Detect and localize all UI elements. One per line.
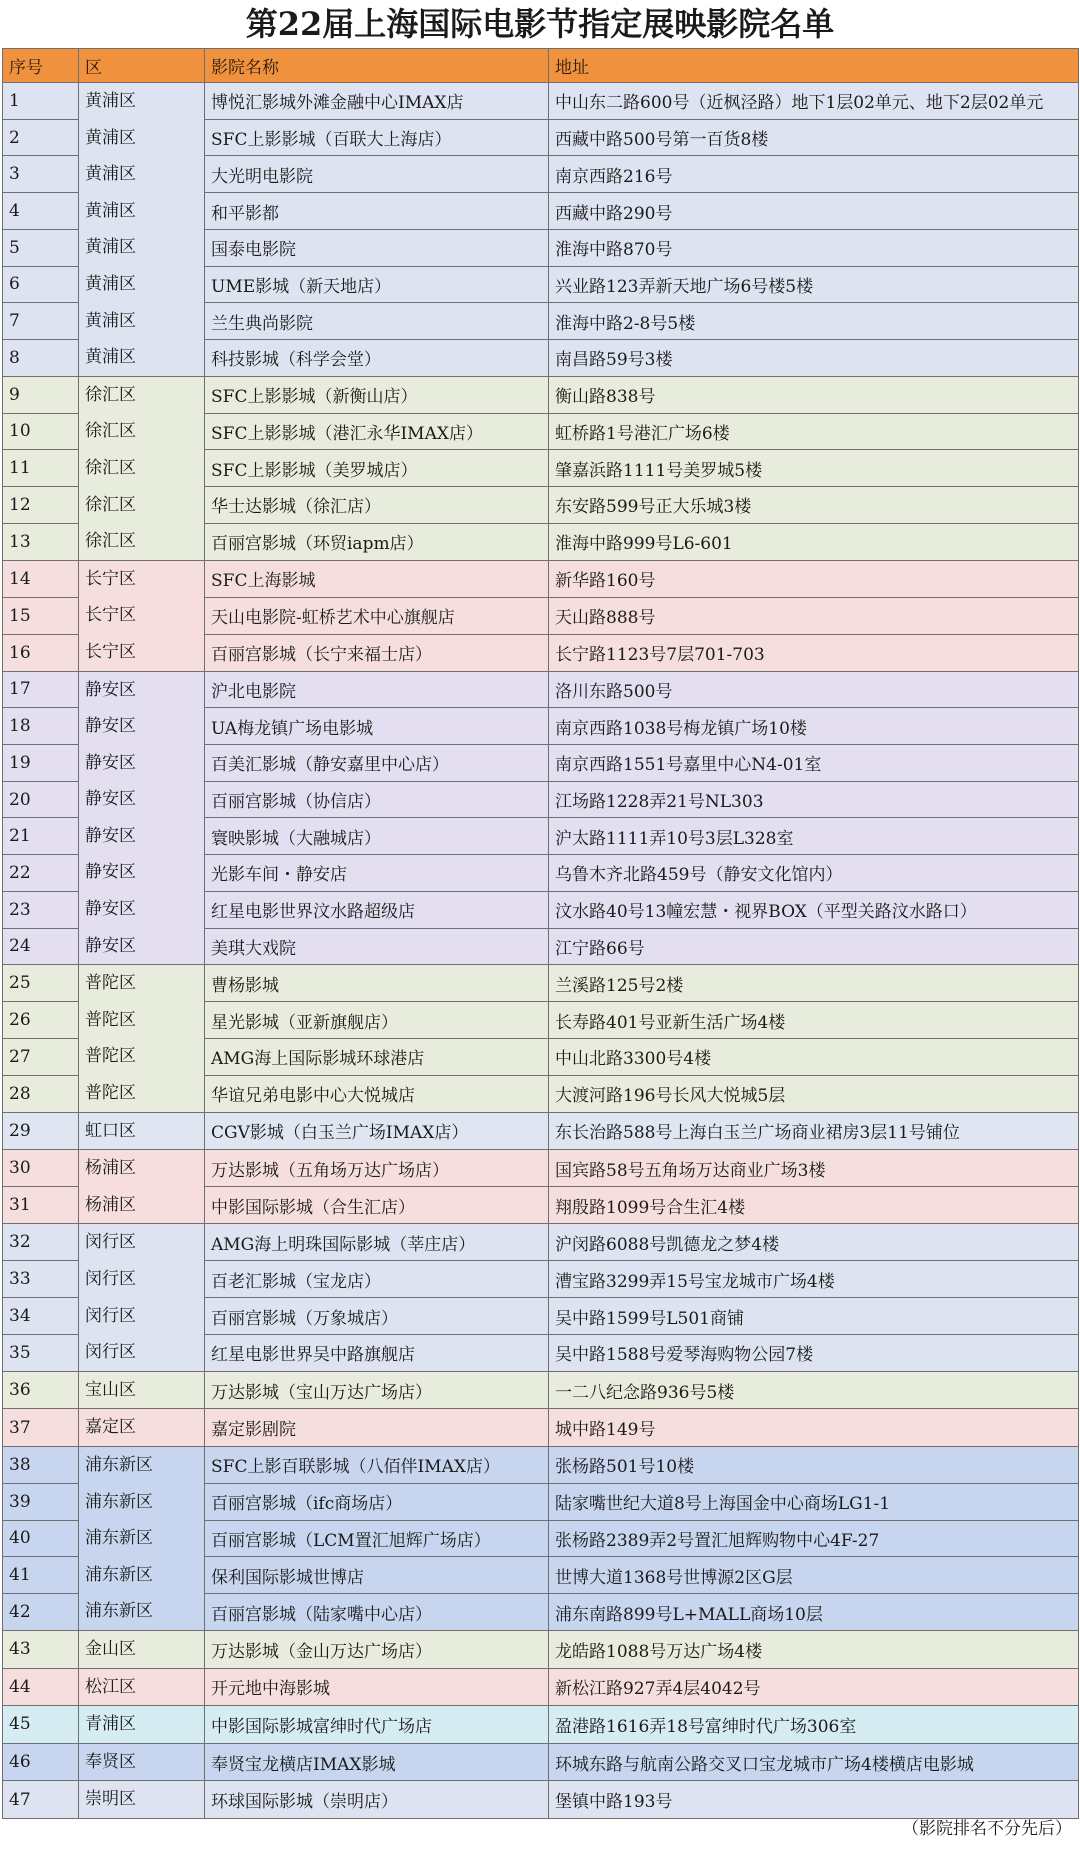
- cell-address: 浦东南路899号L+MALL商场10层: [549, 1594, 1079, 1631]
- district-label: 闵行区: [85, 1269, 136, 1289]
- cell-no: 17: [3, 671, 79, 708]
- district-stack: [79, 377, 204, 560]
- cell-no: 44: [3, 1668, 79, 1706]
- district-stack: [79, 1224, 204, 1370]
- cell-no: 35: [3, 1334, 79, 1371]
- district-label: 徐汇区: [85, 384, 136, 405]
- table-body: [3, 83, 1079, 1819]
- cell-cinema-name: 环球国际影城（崇明店）: [205, 1781, 549, 1819]
- cell-no: 18: [3, 708, 79, 745]
- table-row: [3, 965, 1079, 1002]
- cell-no: 25: [3, 965, 79, 1002]
- cell-district: [79, 560, 205, 671]
- cell-cinema-name: AMG海上国际影城环球港店: [205, 1038, 549, 1075]
- cell-address: 中山东二路600号（近枫泾路）地下1层02单元、地下2层02单元: [549, 83, 1079, 120]
- district-label: 奉贤区: [85, 1751, 136, 1772]
- cell-address: 东安路599号正大乐城3楼: [549, 487, 1079, 524]
- cell-cinema-name: 寰映影城（大融城店）: [205, 818, 549, 855]
- cell-cinema-name: 百丽宫影城（协信店）: [205, 781, 549, 818]
- cell-address: 环城东路与航南公路交叉口宝龙城市广场4楼横店电影城: [549, 1743, 1079, 1781]
- cell-cinema-name: 华士达影城（徐汇店）: [205, 487, 549, 524]
- table-row: [3, 1224, 1079, 1261]
- cell-no: 20: [3, 781, 79, 818]
- table-row: [3, 560, 1079, 597]
- cell-address: 西藏中路500号第一百货8楼: [549, 119, 1079, 156]
- cell-address: 南京西路1551号嘉里中心N4-01室: [549, 744, 1079, 781]
- cell-no: 9: [3, 376, 79, 413]
- district-stack: [79, 1409, 204, 1446]
- cell-cinema-name: CGV影城（白玉兰广场IMAX店）: [205, 1112, 549, 1150]
- cell-address: 衡山路838号: [549, 376, 1079, 413]
- cell-address: 新松江路927弄4层4042号: [549, 1668, 1079, 1706]
- cell-cinema-name: 万达影城（宝山万达广场店）: [205, 1371, 549, 1409]
- cell-address: 南京西路216号: [549, 156, 1079, 193]
- cell-no: 36: [3, 1371, 79, 1409]
- district-label: 长宁区: [85, 568, 136, 589]
- cell-district: [79, 1668, 205, 1706]
- district-label: 黄浦区: [85, 310, 136, 331]
- cell-address: 肇嘉浜路1111号美罗城5楼: [549, 450, 1079, 487]
- district-label: 青浦区: [85, 1714, 136, 1735]
- district-label: 浦东新区: [85, 1564, 153, 1585]
- district-label: 闵行区: [85, 1342, 136, 1363]
- cell-cinema-name: UME影城（新天地店）: [205, 266, 549, 303]
- cell-cinema-name: UA梅龙镇广场电影城: [205, 708, 549, 745]
- table-row: [3, 1150, 1079, 1187]
- cell-cinema-name: 百美汇影城（静安嘉里中心店）: [205, 744, 549, 781]
- cell-cinema-name: 红星电影世界汶水路超级店: [205, 891, 549, 928]
- cell-address: 长宁路1123号7层701-703: [549, 634, 1079, 671]
- cell-no: 15: [3, 597, 79, 634]
- cell-no: 2: [3, 119, 79, 156]
- district-label: 黄浦区: [85, 200, 136, 221]
- cell-address: 中山北路3300号4楼: [549, 1038, 1079, 1075]
- cell-address: 吴中路1588号爱琴海购物公园7楼: [549, 1334, 1079, 1371]
- cell-district: [79, 965, 205, 1112]
- header-no: 序号: [3, 49, 79, 83]
- cell-cinema-name: 百丽宫影城（陆家嘴中心店）: [205, 1594, 549, 1631]
- cell-address: 翔殷路1099号合生汇4楼: [549, 1187, 1079, 1224]
- cell-address: 淮海中路999号L6-601: [549, 523, 1079, 560]
- district-label: 黄浦区: [85, 127, 136, 148]
- cell-cinema-name: 百丽宫影城（ifc商场店）: [205, 1483, 549, 1520]
- cell-cinema-name: 百丽宫影城（环贸iapm店）: [205, 523, 549, 560]
- cell-address: 南昌路59号3楼: [549, 340, 1079, 377]
- cell-address: 新华路160号: [549, 560, 1079, 597]
- cell-address: 张杨路501号10楼: [549, 1446, 1079, 1483]
- district-label: 静安区: [85, 679, 136, 700]
- cell-cinema-name: 和平影都: [205, 193, 549, 230]
- district-label: 宝山区: [85, 1379, 136, 1400]
- cell-no: 26: [3, 1002, 79, 1039]
- district-stack: [79, 1744, 204, 1781]
- cell-no: 41: [3, 1557, 79, 1594]
- district-label: 徐汇区: [85, 421, 136, 442]
- cell-cinema-name: SFC上影影城（港汇永华IMAX店）: [205, 413, 549, 450]
- cell-address: 一二八纪念路936号5楼: [549, 1371, 1079, 1409]
- district-label: 徐汇区: [85, 531, 136, 552]
- district-stack: [79, 561, 204, 671]
- district-label: 徐汇区: [85, 494, 136, 515]
- district-label: 黄浦区: [85, 273, 136, 294]
- cell-no: 1: [3, 83, 79, 120]
- cell-no: 7: [3, 303, 79, 340]
- cell-address: 漕宝路3299弄15号宝龙城市广场4楼: [549, 1261, 1079, 1298]
- district-stack: [79, 965, 204, 1111]
- cell-no: 21: [3, 818, 79, 855]
- cell-district: [79, 1446, 205, 1630]
- table-row: [3, 1706, 1079, 1744]
- district-label: 静安区: [85, 752, 136, 773]
- district-label: 普陀区: [85, 1083, 136, 1104]
- district-stack: [79, 1631, 204, 1668]
- header-cinema-name: 影院名称: [205, 49, 549, 83]
- district-label: 嘉定区: [85, 1417, 136, 1438]
- cell-district: [79, 1743, 205, 1781]
- cell-cinema-name: 万达影城（金山万达广场店）: [205, 1630, 549, 1668]
- table-row: [3, 83, 1079, 120]
- district-label: 虹口区: [85, 1120, 136, 1141]
- cell-no: 5: [3, 229, 79, 266]
- cell-address: 淮海中路2-8号5楼: [549, 303, 1079, 340]
- district-label: 普陀区: [85, 973, 136, 994]
- cell-no: 34: [3, 1298, 79, 1335]
- cell-address: 吴中路1599号L501商铺: [549, 1298, 1079, 1335]
- cell-no: 45: [3, 1706, 79, 1744]
- cell-no: 31: [3, 1187, 79, 1224]
- cell-address: 沪太路1111弄10号3层L328室: [549, 818, 1079, 855]
- cell-cinema-name: 万达影城（五角场万达广场店）: [205, 1150, 549, 1187]
- cell-address: 虹桥路1号港汇广场6楼: [549, 413, 1079, 450]
- cell-cinema-name: SFC上影影城（新衡山店）: [205, 376, 549, 413]
- cell-cinema-name: AMG海上明珠国际影城（莘庄店）: [205, 1224, 549, 1261]
- cell-cinema-name: 百丽宫影城（万象城店）: [205, 1298, 549, 1335]
- district-label: 崇明区: [85, 1789, 136, 1810]
- cell-cinema-name: SFC上影影城（美罗城店）: [205, 450, 549, 487]
- district-label: 黄浦区: [85, 237, 136, 258]
- cell-address: 淮海中路870号: [549, 229, 1079, 266]
- cell-no: 23: [3, 891, 79, 928]
- cell-cinema-name: 博悦汇影城外滩金融中心IMAX店: [205, 83, 549, 120]
- district-label: 浦东新区: [85, 1454, 153, 1475]
- cell-address: 盈港路1616弄18号富绅时代广场306室: [549, 1706, 1079, 1744]
- cell-no: 40: [3, 1520, 79, 1557]
- cell-cinema-name: 中影国际影城富绅时代广场店: [205, 1706, 549, 1744]
- cinema-table: [2, 48, 1079, 1819]
- cell-cinema-name: 美琪大戏院: [205, 928, 549, 965]
- cell-cinema-name: SFC上影百联影城（八佰伴IMAX店）: [205, 1446, 549, 1483]
- district-label: 静安区: [85, 716, 136, 737]
- district-label: 松江区: [85, 1676, 136, 1697]
- table-row: [3, 1743, 1079, 1781]
- table-row: [3, 1371, 1079, 1409]
- district-label: 杨浦区: [85, 1158, 136, 1179]
- cell-district: [79, 1781, 205, 1819]
- cell-district: [79, 1706, 205, 1744]
- table-row: [3, 1112, 1079, 1150]
- cell-district: [79, 1630, 205, 1668]
- cell-no: 10: [3, 413, 79, 450]
- cell-address: 兴业路123弄新天地广场6号楼5楼: [549, 266, 1079, 303]
- cell-cinema-name: 红星电影世界吴中路旗舰店: [205, 1334, 549, 1371]
- cell-cinema-name: 嘉定影剧院: [205, 1409, 549, 1447]
- cell-cinema-name: 科技影城（科学会堂）: [205, 340, 549, 377]
- district-label: 浦东新区: [85, 1528, 153, 1549]
- table-row: [3, 1630, 1079, 1668]
- cell-cinema-name: 曹杨影城: [205, 965, 549, 1002]
- cell-no: 33: [3, 1261, 79, 1298]
- cell-address: 陆家嘴世纪大道8号上海国金中心商场LG1-1: [549, 1483, 1079, 1520]
- cell-cinema-name: 奉贤宝龙横店IMAX影城: [205, 1743, 549, 1781]
- cell-cinema-name: 保利国际影城世博店: [205, 1557, 549, 1594]
- district-label: 静安区: [85, 935, 136, 956]
- cell-no: 32: [3, 1224, 79, 1261]
- table-row: [3, 1446, 1079, 1483]
- cell-no: 46: [3, 1743, 79, 1781]
- cell-cinema-name: 百丽宫影城（LCM置汇旭辉广场店）: [205, 1520, 549, 1557]
- cell-no: 27: [3, 1038, 79, 1075]
- cell-cinema-name: 百丽宫影城（长宁来福士店）: [205, 634, 549, 671]
- cell-district: [79, 83, 205, 377]
- cell-no: 42: [3, 1594, 79, 1631]
- footnote: （影院排名不分先后）: [902, 1819, 1072, 1839]
- cell-cinema-name: 百老汇影城（宝龙店）: [205, 1261, 549, 1298]
- cell-cinema-name: 光影车间・静安店: [205, 855, 549, 892]
- cell-cinema-name: 国泰电影院: [205, 229, 549, 266]
- district-stack: [79, 1150, 204, 1223]
- table-row: [3, 1781, 1079, 1819]
- cell-no: 3: [3, 156, 79, 193]
- cell-no: 22: [3, 855, 79, 892]
- district-label: 普陀区: [85, 1046, 136, 1067]
- table-row: [3, 1668, 1079, 1706]
- cell-district: [79, 376, 205, 560]
- cell-district: [79, 671, 205, 965]
- district-stack: [79, 1372, 204, 1409]
- district-label: 静安区: [85, 789, 136, 810]
- cell-cinema-name: 沪北电影院: [205, 671, 549, 708]
- district-label: 浦东新区: [85, 1491, 153, 1512]
- cell-district: [79, 1409, 205, 1447]
- cell-district: [79, 1150, 205, 1224]
- cell-no: 37: [3, 1409, 79, 1447]
- district-label: 闵行区: [85, 1232, 136, 1253]
- district-label: 黄浦区: [85, 164, 136, 185]
- district-label: 杨浦区: [85, 1194, 136, 1215]
- cell-cinema-name: SFC上影影城（百联大上海店）: [205, 119, 549, 156]
- cell-cinema-name: 天山电影院-虹桥艺术中心旗舰店: [205, 597, 549, 634]
- district-stack: [79, 83, 204, 376]
- district-label: 长宁区: [85, 605, 136, 626]
- cell-address: 洛川东路500号: [549, 671, 1079, 708]
- cell-no: 43: [3, 1630, 79, 1668]
- district-label: 黄浦区: [85, 347, 136, 368]
- district-label: 金山区: [85, 1638, 136, 1659]
- cell-no: 24: [3, 928, 79, 965]
- page-title: 第22届上海国际电影节指定展映影院名单: [245, 5, 835, 43]
- cell-no: 29: [3, 1112, 79, 1150]
- cell-cinema-name: SFC上海影城: [205, 560, 549, 597]
- cell-no: 39: [3, 1483, 79, 1520]
- cell-district: [79, 1371, 205, 1409]
- cell-address: 沪闵路6088号凯德龙之梦4楼: [549, 1224, 1079, 1261]
- cell-address: 长寿路401号亚新生活广场4楼: [549, 1002, 1079, 1039]
- cell-address: 江场路1228弄21号NL303: [549, 781, 1079, 818]
- header-address: 地址: [549, 49, 1079, 83]
- cell-address: 张杨路2389弄2号置汇旭辉购物中心4F-27: [549, 1520, 1079, 1557]
- district-label: 静安区: [85, 862, 136, 883]
- cell-cinema-name: 华谊兄弟电影中心大悦城店: [205, 1075, 549, 1112]
- cell-cinema-name: 兰生典尚影院: [205, 303, 549, 340]
- cell-address: 国宾路58号五角场万达商业广场3楼: [549, 1150, 1079, 1187]
- table-row: [3, 376, 1079, 413]
- table-row: [3, 671, 1079, 708]
- cell-address: 西藏中路290号: [549, 193, 1079, 230]
- cell-cinema-name: 中影国际影城（合生汇店）: [205, 1187, 549, 1224]
- table-header-row: [3, 49, 1079, 83]
- cell-address: 世博大道1368号世博源2区G层: [549, 1557, 1079, 1594]
- cell-no: 28: [3, 1075, 79, 1112]
- cell-address: 兰溪路125号2楼: [549, 965, 1079, 1002]
- district-stack: [79, 1113, 204, 1150]
- header-district: 区: [79, 49, 205, 83]
- cell-address: 南京西路1038号梅龙镇广场10楼: [549, 708, 1079, 745]
- cell-district: [79, 1112, 205, 1150]
- cell-cinema-name: 开元地中海影城: [205, 1668, 549, 1706]
- district-label: 浦东新区: [85, 1601, 153, 1622]
- district-label: 普陀区: [85, 1009, 136, 1030]
- district-stack: [79, 1781, 204, 1818]
- cell-no: 16: [3, 634, 79, 671]
- cell-no: 30: [3, 1150, 79, 1187]
- cell-address: 江宁路66号: [549, 928, 1079, 965]
- cell-no: 19: [3, 744, 79, 781]
- cell-no: 12: [3, 487, 79, 524]
- district-label: 长宁区: [85, 641, 136, 662]
- cell-address: 龙皓路1088号万达广场4楼: [549, 1630, 1079, 1668]
- cell-no: 47: [3, 1781, 79, 1819]
- cell-address: 天山路888号: [549, 597, 1079, 634]
- district-stack: [79, 1447, 204, 1630]
- cell-address: 大渡河路196号长风大悦城5层: [549, 1075, 1079, 1112]
- district-label: 静安区: [85, 899, 136, 920]
- cell-cinema-name: 大光明电影院: [205, 156, 549, 193]
- cell-address: 城中路149号: [549, 1409, 1079, 1447]
- table-row: [3, 1409, 1079, 1447]
- cell-cinema-name: 星光影城（亚新旗舰店）: [205, 1002, 549, 1039]
- district-stack: [79, 672, 204, 965]
- cell-district: [79, 1224, 205, 1371]
- district-stack: [79, 1669, 204, 1706]
- cell-address: 汶水路40号13幢宏慧・视界BOX（平型关路汶水路口）: [549, 891, 1079, 928]
- district-label: 黄浦区: [85, 91, 136, 111]
- cell-address: 东长治路588号上海白玉兰广场商业裙房3层11号铺位: [549, 1112, 1079, 1150]
- cell-no: 8: [3, 340, 79, 377]
- district-stack: [79, 1706, 204, 1743]
- cell-no: 13: [3, 523, 79, 560]
- cell-no: 11: [3, 450, 79, 487]
- district-label: 闵行区: [85, 1305, 136, 1326]
- cell-no: 6: [3, 266, 79, 303]
- cell-address: 堡镇中路193号: [549, 1781, 1079, 1819]
- cell-no: 4: [3, 193, 79, 230]
- cell-address: 乌鲁木齐北路459号（静安文化馆内）: [549, 855, 1079, 892]
- cell-no: 38: [3, 1446, 79, 1483]
- district-label: 静安区: [85, 825, 136, 846]
- district-label: 徐汇区: [85, 457, 136, 478]
- cell-no: 14: [3, 560, 79, 597]
